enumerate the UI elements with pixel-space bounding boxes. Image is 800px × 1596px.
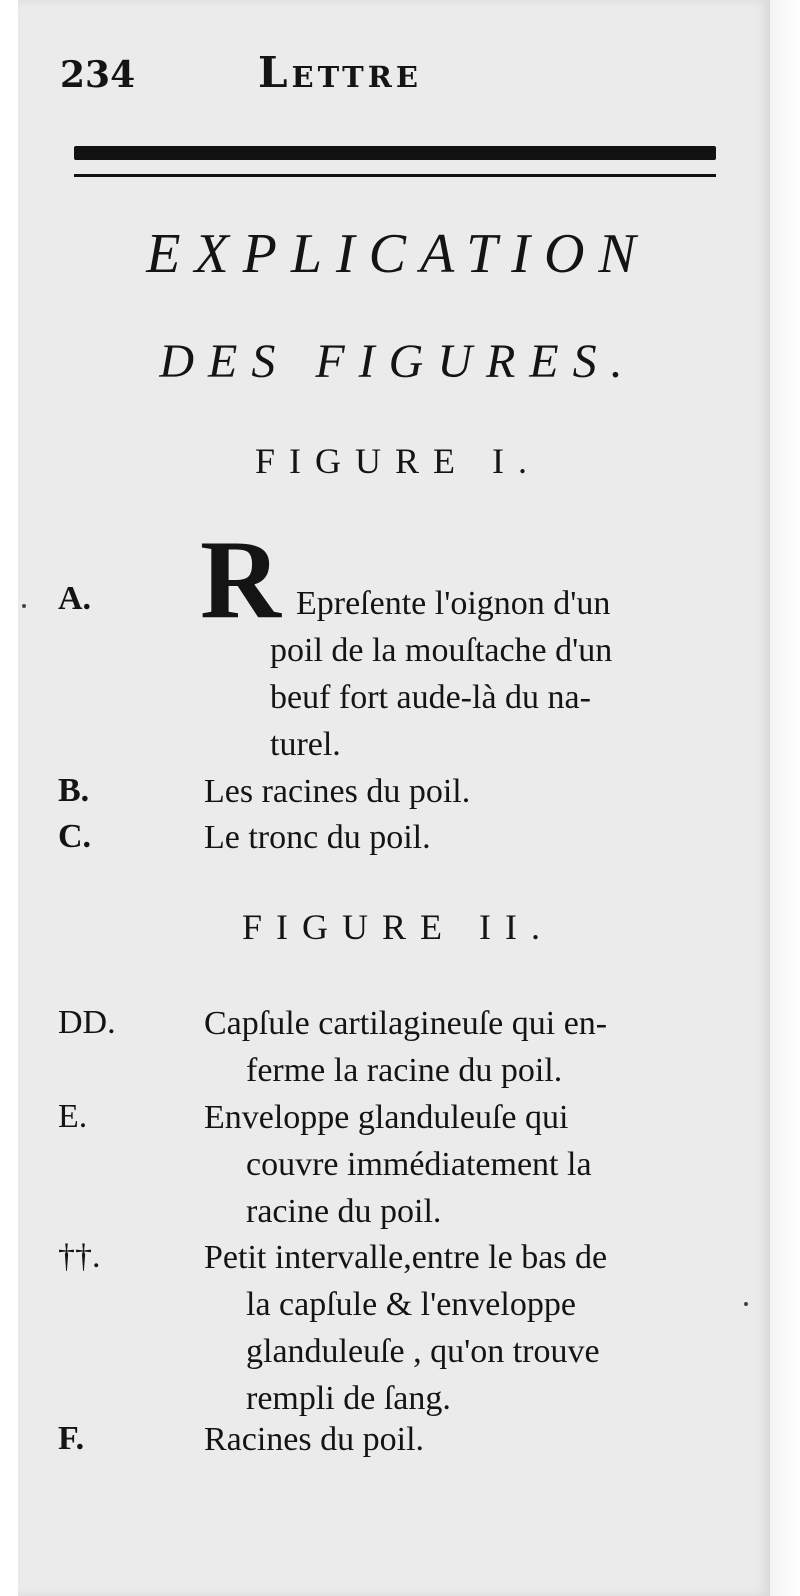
entry-letter-b: B. <box>58 772 90 809</box>
entry-b-text: Les racines du poil. <box>204 773 471 810</box>
entry-letter-c: C. <box>58 818 92 855</box>
page-edge <box>770 0 800 1596</box>
section-subtitle: DES FIGURES. <box>159 335 637 388</box>
entry-a-line-3: beuf fort aude-là du na- <box>270 679 591 716</box>
entry-f-text: Racines du poil. <box>204 1421 425 1458</box>
page-number: 234 <box>60 54 136 96</box>
entry-a-line-2: poil de la mouſtache d'un <box>270 632 613 669</box>
entry-daggers-line-2: la capſule & l'enveloppe <box>246 1286 576 1323</box>
thin-rule <box>74 174 716 177</box>
figure-2-heading: FIGURE II. <box>242 907 554 947</box>
entry-letter-a: A. <box>58 580 92 617</box>
entry-daggers-line-3: glanduleuſe , qu'on trouve <box>246 1333 600 1370</box>
thick-rule <box>74 146 716 160</box>
entry-daggers-line-4: rempli de ſang. <box>246 1380 451 1417</box>
entry-a-line-1: Epreſente l'oignon d'un <box>296 585 611 622</box>
drop-cap: R <box>200 518 281 642</box>
entry-letter-f: F. <box>58 1420 85 1457</box>
entry-e-line-2: couvre immédiatement la <box>246 1146 592 1183</box>
entry-letter-dd: DD. <box>58 1004 116 1041</box>
entry-dd-line-1: Capſule cartilagineuſe qui en- <box>204 1005 608 1042</box>
running-title: Lettre <box>258 48 422 97</box>
margin-mark <box>744 1302 748 1306</box>
figure-1-heading: FIGURE I. <box>255 441 541 481</box>
entry-a-line-4: turel. <box>270 726 341 763</box>
entry-letter-daggers: ††. <box>58 1238 101 1275</box>
entry-daggers-line-1: Petit intervalle,entre le bas de <box>204 1239 608 1276</box>
entry-e-line-1: Enveloppe glanduleuſe qui <box>204 1099 569 1136</box>
section-title: EXPLICATION <box>146 223 650 285</box>
entry-letter-e: E. <box>58 1098 88 1135</box>
book-page <box>18 0 770 1596</box>
entry-dd-line-2: ferme la racine du poil. <box>246 1052 563 1089</box>
margin-mark <box>22 604 26 608</box>
entry-c-text: Le tronc du poil. <box>204 819 431 856</box>
entry-e-line-3: racine du poil. <box>246 1193 442 1230</box>
running-head <box>18 48 770 98</box>
